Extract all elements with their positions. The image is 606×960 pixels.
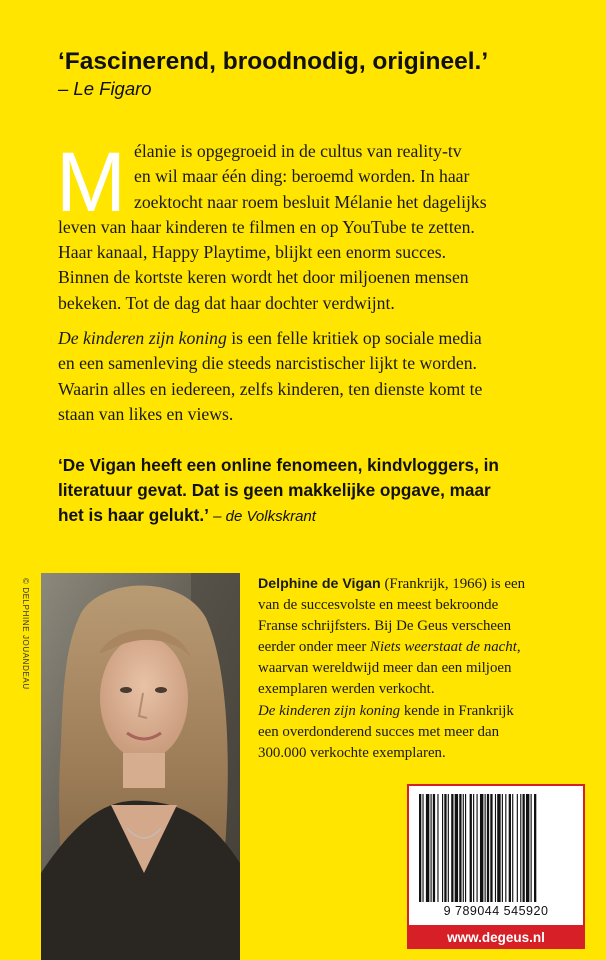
review-quote-volkskrant xyxy=(58,453,598,529)
quote-text: het is haar gelukt.’ xyxy=(58,504,209,525)
barcode-bar xyxy=(444,794,446,902)
synopsis-line: zoektocht naar roem besluit Mélanie het dagelijks xyxy=(133,191,487,212)
bio-text: kende in Frankrijk xyxy=(400,702,514,719)
photo-credit xyxy=(21,578,33,778)
bio-line: 300.000 verkochte exemplaren. xyxy=(258,744,446,761)
barcode-bar xyxy=(459,794,461,902)
barcode-bar xyxy=(517,794,518,902)
bio-line: waarvan wereldwijd meer dan een miljoen xyxy=(258,660,512,677)
synopsis-paragraph-1 xyxy=(56,135,583,316)
barcode-bar xyxy=(509,794,511,902)
barcode-bar xyxy=(465,794,466,902)
barcode-bar xyxy=(422,794,423,902)
bio-line: Franse schrijfsters. Bij De Geus verscheen xyxy=(258,618,512,635)
barcode-bar xyxy=(437,794,438,902)
barcode-bar xyxy=(470,794,472,902)
barcode-bar xyxy=(523,794,525,902)
barcode-bar xyxy=(473,794,474,902)
bio-text: , xyxy=(516,639,521,656)
quote-line: literatuur gevat. Dat is geen makkelijke opgave, maar xyxy=(58,479,491,500)
barcode-bar xyxy=(477,794,478,902)
barcode-bar xyxy=(526,794,529,902)
bio-text: eerder onder meer xyxy=(258,639,371,656)
bio-line xyxy=(258,701,598,722)
barcode-bar xyxy=(487,794,489,902)
synopsis-line: Binnen de kortste keren wordt het door miljoenen mensen xyxy=(58,267,469,288)
barcode xyxy=(407,784,585,927)
bio-line: van de succesvolste en meest bekroonde xyxy=(258,597,499,614)
synopsis-line: élanie is opgegroeid in de cultus van reality-tv xyxy=(133,141,462,161)
drop-cap: M xyxy=(56,135,126,229)
photo-credit-text: © DELPHINE JOUANDEAU xyxy=(21,578,30,690)
author-name: Delphine de Vigan xyxy=(258,576,381,592)
barcode-bar xyxy=(455,794,458,902)
barcode-bar xyxy=(490,794,492,902)
synopsis-line: leven van haar kinderen te filmen en op YouTube te zetten. xyxy=(58,216,475,237)
barcode-bar xyxy=(433,794,435,902)
barcode-bar xyxy=(531,794,532,902)
synopsis-line: bekeken. Tot de dag dat haar dochter verdwijnt. xyxy=(58,292,395,313)
barcode-bar xyxy=(463,794,464,902)
barcode-bar xyxy=(505,794,506,902)
quote-source: – Le Figaro xyxy=(58,78,152,99)
barcode-bar xyxy=(520,794,521,902)
quote-line: ‘De Vigan heeft een online fenomeen, kindvloggers, in xyxy=(58,455,499,475)
bio-text: (Frankrijk, 1966) is een xyxy=(380,576,526,592)
author-bio xyxy=(258,574,598,764)
barcode-bar xyxy=(419,794,421,902)
quote-text: ‘Fascinerend, broodnodig, origineel.’ xyxy=(58,48,489,75)
synopsis-line: en een samenleving die steeds narcistischer lijkt te worden. xyxy=(58,353,477,374)
author-portrait-image xyxy=(41,573,240,960)
barcode-bar xyxy=(480,794,483,902)
synopsis-line: en wil maar één ding: beroemd worden. In haar xyxy=(133,166,470,187)
barcode-bar xyxy=(485,794,486,902)
book-title: Niets weerstaat de nacht xyxy=(370,639,517,656)
barcode-bar xyxy=(502,794,503,902)
bio-line: exemplaren werden verkocht. xyxy=(258,681,435,698)
publisher-url[interactable]: www.degeus.nl xyxy=(447,930,545,945)
synopsis-line: Haar kanaal, Happy Playtime, blijkt een enorm succes. xyxy=(58,242,447,263)
author-photo xyxy=(41,573,240,960)
synopsis-text: is een felle kritiek op sociale media xyxy=(226,328,482,348)
book-title: De kinderen zijn koning xyxy=(258,702,401,719)
isbn-number: 9 789044 545920 xyxy=(443,904,549,918)
barcode-bar xyxy=(426,794,429,902)
barcode-bar xyxy=(431,794,432,902)
quote-source: – de Volkskrant xyxy=(208,507,316,525)
barcode-bar xyxy=(451,794,453,902)
barcode-bar xyxy=(534,794,536,902)
bio-line xyxy=(258,574,598,595)
synopsis-line xyxy=(58,326,588,351)
book-title: De kinderen zijn koning xyxy=(58,328,227,348)
bio-line xyxy=(258,637,598,658)
bio-line: een overdonderend succes met meer dan xyxy=(258,723,500,740)
synopsis-line: Waarin alles en iedereen, zelfs kinderen, ten dienste komt te xyxy=(58,378,483,399)
publisher-url-bar[interactable] xyxy=(407,927,585,949)
barcode-bars xyxy=(419,794,573,902)
synopsis-line: staan van likes en views. xyxy=(58,403,234,424)
synopsis-paragraph-2 xyxy=(58,326,588,427)
barcode-bar xyxy=(442,794,443,902)
barcode-bar xyxy=(497,794,500,902)
barcode-bar xyxy=(512,794,513,902)
review-quote-le-figaro xyxy=(58,48,578,101)
barcode-bar xyxy=(495,794,496,902)
barcode-bar xyxy=(448,794,449,902)
quote-line-last xyxy=(58,503,598,530)
